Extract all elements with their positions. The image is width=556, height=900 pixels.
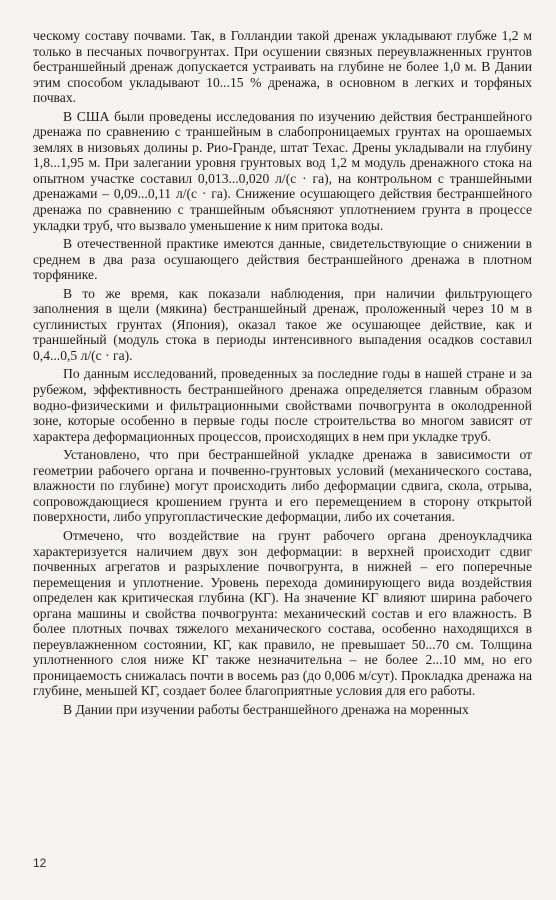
paragraph-4: В то же время, как показали наблюдения, при наличии фильтрующего заполнения в щели (мякина) бестраншейный дренаж, проложенный через 10 м в суглинистых грунтах (Япония), оказал такое же осушающее действие, как и траншейный (модуль стока в периоды интенсивного выпадения осадков составил 0,4...0,5 л/(с · га). xyxy=(33,285,532,363)
page-number: 12 xyxy=(33,856,47,870)
paragraph-3: В отечественной практике имеются данные, свидетельствующие о снижении в среднем в два раза осушающего действия бестраншейного дренажа в плотном торфянике. xyxy=(33,236,532,283)
paragraph-2: В США были проведены исследования по изучению действия бестраншейного дренажа по сравнению с траншейным в слабопроницаемых грунтах на орошаемых землях в низовьях долины р. Рио-Гранде, штат Техас. Дрены укладывали на глубину 1,8...1,95 м. При залегании уровня грунтовых вод 1,2 м модуль дренажного стока на опытном участке составил 0,013...0,020 л/(с · га), на контрольном с траншейными дренажами – 0,09...0,11 л/(с · га). Снижение осушающего действия бестраншейного дренажа по сравнению с траншейным объясняют уплотнением грунта в процессе укладки труб, что вызвало уменьшение к ним притока воды. xyxy=(33,108,532,233)
paragraph-6: Установлено, что при бестраншейной укладке дренажа в зависимости от геометрии рабочего органа и почвенно-грунтовых условий (механического состава, влажности по глубине) могут происходить либо деформации сдвига, скола, отрыва, сопровождающиеся крошением грунта и его перемещением в сторону открытой поверхности, либо упругопластические деформации, либо их сочетания. xyxy=(33,447,532,525)
paragraph-8: В Дании при изучении работы бестраншейного дренажа на моренных xyxy=(63,701,469,717)
paragraph-5: По данным исследований, проведенных за последние годы в нашей стране и за рубежом, эффективность бестраншейного дренажа определяется главным образом водно-физическими и фильтрационными свойствами почвогрунта в околодренной зоне, которые особенно в первые годы после строительства во многом зависят от характера деформационных процессов, происходящих в нем при укладке труб. xyxy=(33,366,532,444)
paragraph-1: ческому составу почвами. Так, в Голландии такой дренаж укладывают глубже 1,2 м только в песчаных почвогрунтах. При осушении связных переувлажненных грунтов бестраншейный дренаж допускается устраивать на глубине не более 1,0 м. В Дании этим способом укладывают 10...15 % дренажа, в основном в легких и торфяных почвах. xyxy=(33,28,532,106)
paragraph-7: Отмечено, что воздействие на грунт рабочего органа дреноукладчика характеризуется наличием двух зон деформации: в верхней происходит сдвиг почвенных агрегатов и разрыхление почвогрунта, в нижней – его поперечные перемещения и уплотнение. Уровень перехода доминирующего вида воздействия определен как критическая глубина (КГ). На значение КГ влияют ширина рабочего органа машины и свойства почвогрунта: механический состав и его влажность. В более плотных почвах тяжелого механического состава, особенно находящихся в переувлажненном состоянии, КГ, как правило, не превышает 50...70 см. Толщина уплотненного слоя ниже КГ также незначительна – не более 2...10 мм, но его проницаемость снижалась почти в восемь раз (до 0,006 м/сут). Прокладка дренажа на глубине, меньшей КГ, создает более благоприятные условия для его работы. xyxy=(33,527,532,699)
